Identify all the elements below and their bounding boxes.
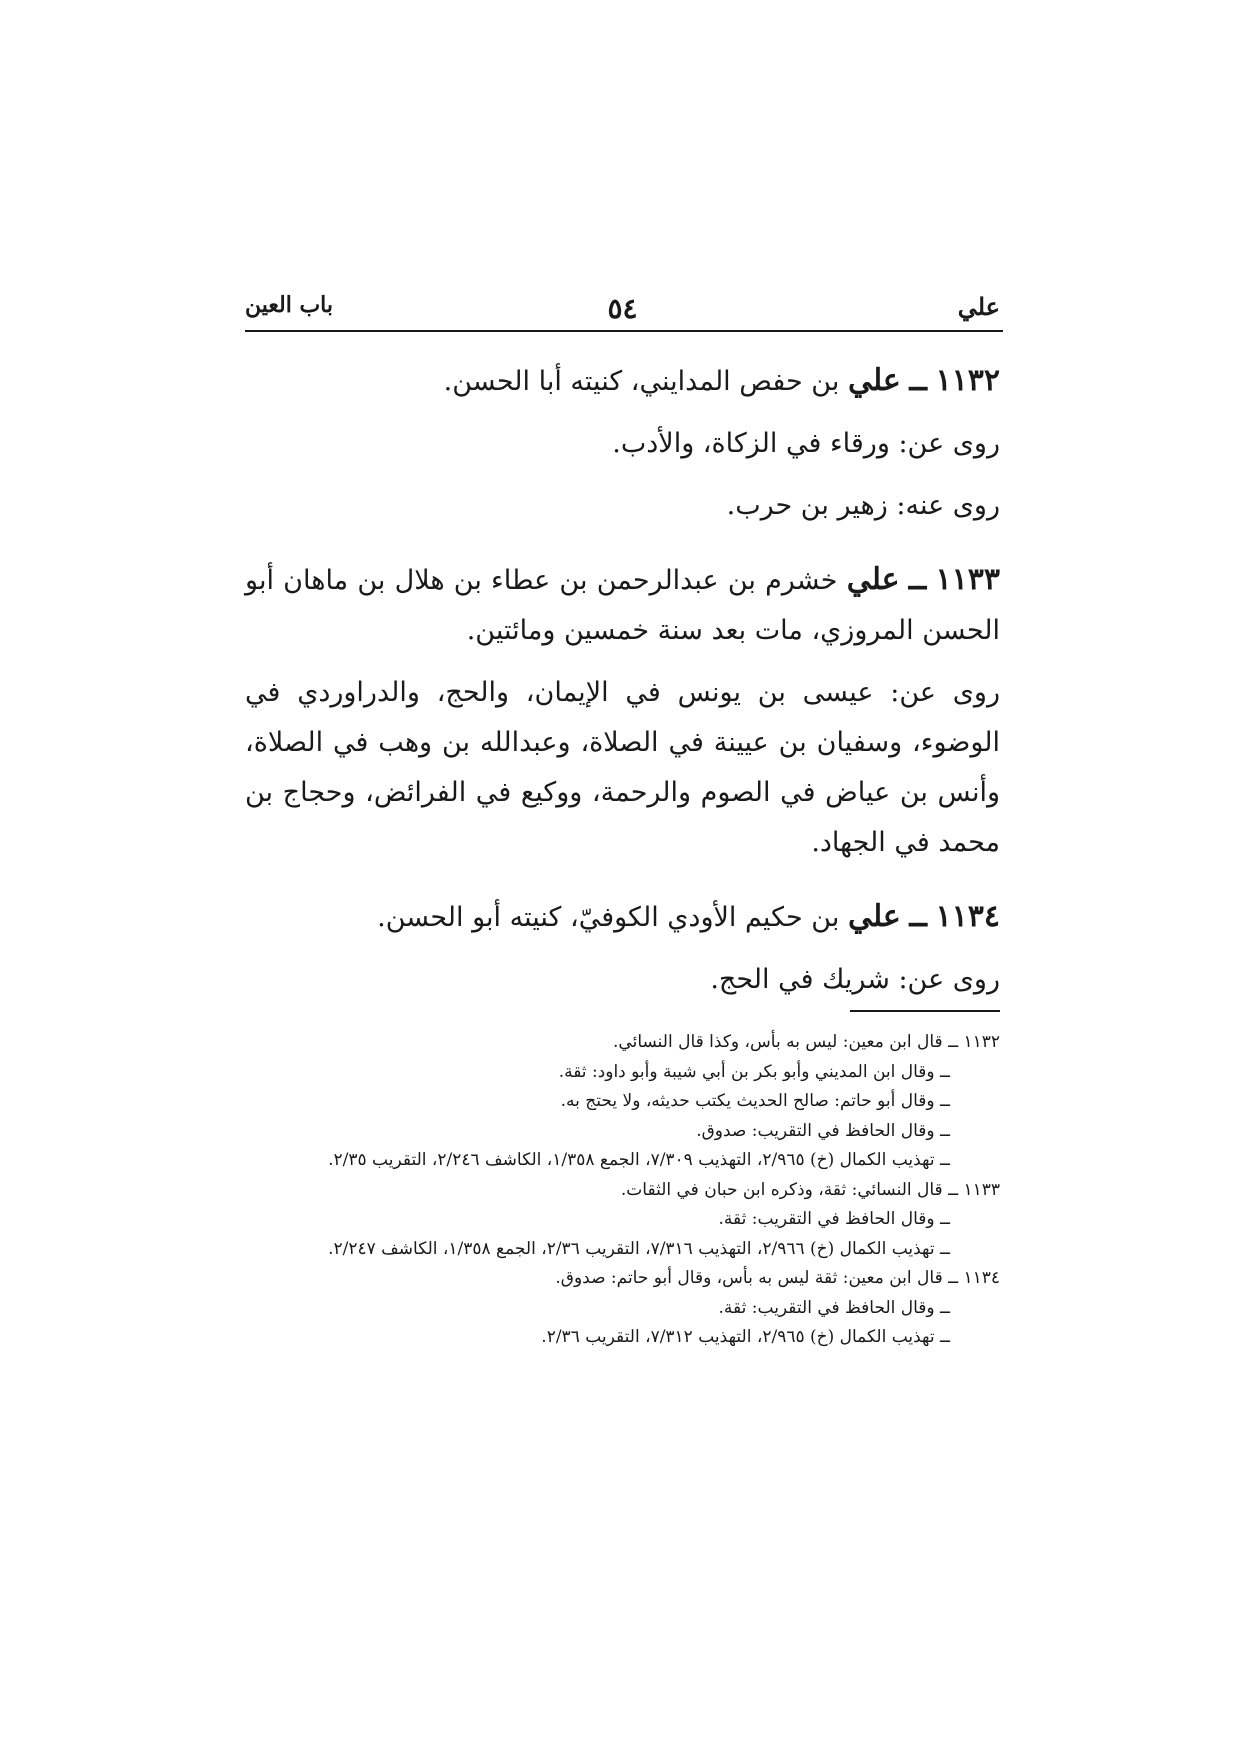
footnote-line: ١١٣٤ ــ قال ابن معين: ثقة ليس به بأس، وقال أبو حاتم: صدوق. bbox=[555, 1268, 1000, 1288]
narrated-from: روى عن: عيسى بن يونس في الإيمان، والحج، والدراوردي في الوضوء، وسفيان بن عيينة في الصلاة، وعبدالله بن وهب في الصلاة، وأنس بن عياض في الصوم والرحمة، ووكيع في الفرائض، وحجاج بن محمد في الجهاد. bbox=[245, 677, 1000, 858]
footnote-1134 bbox=[245, 1264, 1000, 1353]
header-rule bbox=[245, 330, 1003, 332]
main-text bbox=[245, 356, 1000, 1005]
footnote-line: ــ وقال ابن المديني وأبو بكر بن أبي شيبة وأبو داود: ثقة. bbox=[558, 1061, 950, 1082]
header-section-name: علي bbox=[957, 292, 1000, 321]
entry-heading bbox=[245, 356, 1000, 407]
footnote-line: ١١٣٢ ــ قال ابن معين: ليس به بأس، وكذا قال النسائي. bbox=[613, 1032, 1000, 1052]
entry-1133 bbox=[245, 555, 1000, 868]
entry-dash: ــ bbox=[909, 899, 927, 934]
entry-description: بن حكيم الأودي الكوفيّ، كنيته أبو الحسن. bbox=[377, 902, 840, 933]
entry-1132 bbox=[245, 356, 1000, 531]
entry-number: ١١٣٣ bbox=[935, 562, 1000, 597]
narrated-by: روى عنه: زهير بن حرب. bbox=[726, 490, 1000, 521]
footnote-line: ــ وقال الحافظ في التقريب: ثقة. bbox=[718, 1297, 950, 1318]
narrated-from: روى عن: شريك في الحج. bbox=[710, 964, 1000, 995]
page-number: ٥٤ bbox=[607, 292, 638, 325]
entry-description: خشرم بن عبدالرحمن بن عطاء بن هلال بن ماهان أبو الحسن المروزي، مات بعد سنة خمسين ومائتين. bbox=[245, 565, 1000, 646]
entry-heading bbox=[245, 555, 1000, 656]
narrated-from: روى عن: ورقاء في الزكاة، والأدب. bbox=[612, 428, 1000, 459]
entry-dash: ــ bbox=[908, 562, 927, 597]
footnote-line: ــ تهذيب الكمال (خ) ٢/٩٦٥، التهذيب ٧/٣١٢، التقريب ٢/٣٦. bbox=[541, 1327, 950, 1347]
entry-name: علي bbox=[846, 562, 900, 597]
header-chapter-title: باب العين bbox=[245, 292, 334, 318]
entry-number: ١١٣٤ bbox=[935, 899, 1000, 934]
entry-heading bbox=[245, 892, 1000, 943]
footnote-1133 bbox=[245, 1176, 1000, 1265]
footnote-line: ١١٣٣ ــ قال النسائي: ثقة، وذكره ابن حبان في الثقات. bbox=[620, 1179, 1000, 1200]
footnote-line: ــ وقال الحافظ في التقريب: صدوق. bbox=[696, 1120, 950, 1141]
footnotes bbox=[245, 1028, 1000, 1353]
footnote-separator bbox=[850, 1010, 1000, 1012]
entry-number: ١١٣٢ bbox=[935, 363, 1000, 398]
running-header bbox=[245, 292, 1000, 332]
entry-description: بن حفص المدايني، كنيته أبا الحسن. bbox=[443, 366, 840, 397]
entry-name: علي bbox=[847, 363, 901, 398]
footnote-1132 bbox=[245, 1028, 1000, 1176]
entry-name: علي bbox=[847, 899, 901, 934]
footnote-line: ــ وقال الحافظ في التقريب: ثقة. bbox=[718, 1209, 950, 1229]
entry-dash: ــ bbox=[909, 363, 927, 398]
footnote-line: ــ تهذيب الكمال (خ) ٢/٩٦٦، التهذيب ٧/٣١٦، التقريب ٢/٣٦، الجمع ١/٣٥٨، الكاشف ٢/٢٤٧. bbox=[328, 1238, 950, 1259]
footnote-line: ــ وقال أبو حاتم: صالح الحديث يكتب حديثه، ولا يحتج به. bbox=[560, 1091, 950, 1111]
entry-1134 bbox=[245, 892, 1000, 1005]
footnote-line: ــ تهذيب الكمال (خ) ٢/٩٦٥، التهذيب ٧/٣٠٩، الجمع ١/٣٥٨، الكاشف ٢/٢٤٦، التقريب ٢/٣٥. bbox=[328, 1150, 950, 1170]
